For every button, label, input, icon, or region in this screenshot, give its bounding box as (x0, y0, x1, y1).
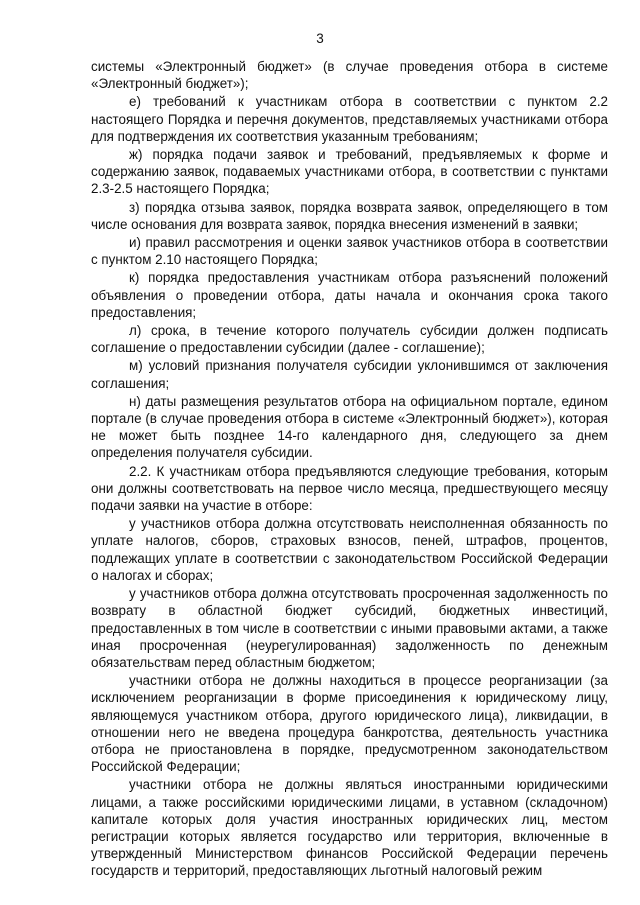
paragraph-item-i: и) правил рассмотрения и оценки заявок участников отбора в соответствии с пунктом 2.10 настоящего Порядка; (91, 235, 608, 268)
paragraph-item-k: к) порядка предоставления участникам отбора разъяснений положений объявления о проведении отбора, даты начала и окончания срока такого предоставления; (91, 270, 608, 320)
paragraph-requirement-reorganization: участники отбора не должны находиться в процессе реорганизации (за исключением реорганизации в форме присоединения к юридическому лицу, являющемуся участником отбора, другого юридического лица), ликвидации, в отношении него не введена процедура банкротства, деятельность участника отбора не приостановлена в порядке, предусмотренном законодательством Российской Федерации; (91, 673, 608, 775)
paragraph-continuation: системы «Электронный бюджет» (в случае проведения отбора в системе «Электронный бюджет»); (91, 59, 608, 92)
paragraph-item-zh: ж) порядка подачи заявок и требований, предъявляемых к форме и содержанию заявок, подаваемых участниками отбора, в соответствии с пунктами 2.3-2.5 настоящего Порядка; (91, 147, 608, 197)
page-number: 3 (316, 31, 324, 46)
paragraph-item-m: м) условий признания получателя субсидии уклонившимся от заключения соглашения; (91, 358, 608, 391)
paragraph-section-2-2: 2.2. К участникам отбора предъявляются следующие требования, которым они должны соответствовать на первое число месяца, предшествующего месяцу подачи заявки на участие в отборе: (91, 463, 608, 514)
paragraph-item-l: л) срока, в течение которого получатель субсидии должен подписать соглашение о предоставлении субсидии (далее - соглашение); (91, 323, 608, 356)
paragraph-item-n: н) даты размещения результатов отбора на официальном портале, едином портале (в случае проведения отбора в системе «Электронный бюджет»), которая не может быть позднее 14-го календарного дня, следующего за днем определения получателя субсидии. (91, 393, 608, 461)
document-body (91, 58, 608, 881)
paragraph-requirement-debt: у участников отбора должна отсутствовать просроченная задолженность по возврату в областной бюджет субсидий, бюджетных инвестиций, предоставленных в том числе в соответствии с иными правовыми актами, а также иная просроченная (неурегулированная) задолженность по денежным обязательствам перед областным бюджетом; (91, 586, 608, 670)
paragraph-item-z: з) порядка отзыва заявок, порядка возврата заявок, определяющего в том числе основания для возврата заявок, порядка внесения изменений в заявки; (91, 199, 608, 232)
paragraph-requirement-taxes: у участников отбора должна отсутствовать неисполненная обязанность по уплате налогов, сборов, страховых взносов, пеней, штрафов, процентов, подлежащих уплате в соответствии с законодательством Российской Федерации о налогах и сборах; (91, 516, 608, 583)
paragraph-item-e: е) требований к участникам отбора в соответствии с пунктом 2.2 настоящего Порядка и перечня документов, представляемых участниками отбора для подтверждения их соответствия указанным требованиям; (91, 94, 608, 144)
paragraph-requirement-foreign-entities: участники отбора не должны являться иностранными юридическими лицами, а также российскими юридическими лицами, в уставном (складочном) капитале которых доля участия иностранных юридических лиц, местом регистрации которых является государство или территория, включенные в утвержденный Министерством финансов Российской Федерации перечень государств и территорий, предоставляющих льготный налоговый режим (91, 777, 608, 879)
